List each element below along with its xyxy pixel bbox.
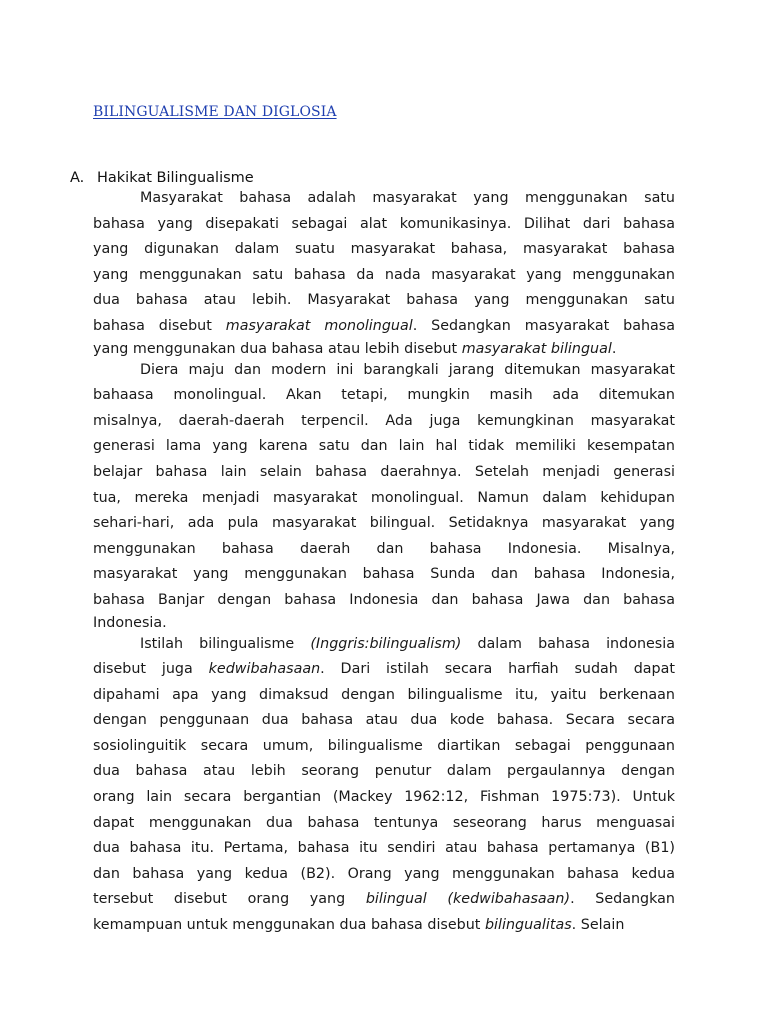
text-run: bahasa yang disepakati sebagai alat komunikasinya. Dilihat dari bahasa <box>93 215 675 232</box>
text-run: . Sedangkan masyarakat bahasa <box>412 317 675 334</box>
text-line <box>93 913 675 939</box>
italic-term: masyarakat bilingual <box>461 340 612 357</box>
text-run: . Dari istilah secara harfiah sudah dapat <box>320 661 675 678</box>
text-line <box>93 632 675 658</box>
text-run: disebut juga <box>93 661 209 678</box>
text-line <box>93 186 675 212</box>
text-run: dapat menggunakan dua bahasa tentunya seseorang harus menguasai <box>93 814 675 831</box>
text-line <box>93 657 675 683</box>
paragraph <box>93 632 675 939</box>
text-line <box>93 358 675 384</box>
text-line <box>93 734 675 760</box>
text-run: misalnya, daerah-daerah terpencil. Ada juga kemungkinan masyarakat <box>93 412 675 429</box>
text-line <box>93 537 675 563</box>
text-line <box>93 811 675 837</box>
text-run: tersebut disebut orang yang <box>93 891 366 908</box>
italic-term: kedwibahasaan <box>208 661 321 678</box>
paragraph <box>93 186 675 358</box>
text-line <box>93 562 675 588</box>
text-line <box>93 785 675 811</box>
text-run: belajar bahasa lain selain bahasa daerahnya. Setelah menjadi generasi <box>93 463 675 480</box>
text-line <box>93 212 675 238</box>
text-run: Istilah bilingualisme <box>140 635 311 652</box>
text-run: dua bahasa atau lebih. Masyarakat bahasa yang menggunakan satu <box>93 292 675 309</box>
text-line <box>93 708 675 734</box>
text-line <box>93 862 675 888</box>
section-heading-text: Hakikat Bilingualisme <box>97 170 254 186</box>
paragraph <box>93 358 675 632</box>
text-line <box>93 288 675 314</box>
text-run: Masyarakat bahasa adalah masyarakat yang menggunakan satu <box>140 190 675 206</box>
text-run: . Sedangkan <box>570 891 675 908</box>
text-line <box>93 588 675 614</box>
text-run: bahaasa monolingual. Akan tetapi, mungkin masih ada ditemukan <box>93 387 675 404</box>
text-line <box>93 340 675 358</box>
text-run: generasi lama yang karena satu dan lain hal tidak memiliki kesempatan <box>93 438 675 455</box>
text-run: orang lain secara bergantian (Mackey 1962:12, Fishman 1975:73). Untuk <box>93 789 675 806</box>
italic-term: bilingual (kedwibahasaan) <box>365 891 571 908</box>
text-run: yang digunakan dalam suatu masyarakat bahasa, masyarakat bahasa <box>93 241 675 258</box>
text-run: sehari-hari, ada pula masyarakat bilingual. Setidaknya masyarakat yang <box>93 515 675 532</box>
text-run: . Selain <box>571 917 625 934</box>
text-run: dipahami apa yang dimaksud dengan bilingualisme itu, yaitu berkenaan <box>93 686 675 703</box>
text-line <box>93 314 675 340</box>
text-line <box>93 759 675 785</box>
section-number: A. <box>70 170 85 186</box>
document-body <box>93 186 675 939</box>
text-run: dengan penggunaan dua bahasa atau dua kode bahasa. Secara secara <box>93 712 675 729</box>
text-run: masyarakat yang menggunakan bahasa Sunda dan bahasa Indonesia, <box>93 566 675 583</box>
italic-term: masyarakat monolingual <box>225 317 413 334</box>
text-run: Indonesia. <box>93 614 167 631</box>
text-run: dua bahasa itu. Pertama, bahasa itu sendiri atau bahasa pertamanya (B1) <box>93 840 675 857</box>
text-run: yang menggunakan satu bahasa da nada masyarakat yang menggunakan <box>93 266 675 283</box>
text-line <box>93 683 675 709</box>
text-line <box>93 460 675 486</box>
text-run: menggunakan bahasa daerah dan bahasa Indonesia. Misalnya, <box>93 540 675 557</box>
italic-term: (Inggris:bilingualism) <box>310 635 462 652</box>
text-run: Diera maju dan modern ini barangkali jarang ditemukan masyarakat <box>140 361 675 378</box>
text-run: sosiolinguitik secara umum, bilingualisme diartikan sebagai penggunaan <box>93 737 675 754</box>
text-run: bahasa disebut <box>93 317 226 334</box>
text-run: kemampuan untuk menggunakan dua bahasa disebut <box>93 917 485 934</box>
text-run: dan bahasa yang kedua (B2). Orang yang menggunakan bahasa kedua <box>93 865 675 882</box>
text-line <box>93 263 675 289</box>
text-run: dua bahasa atau lebih seorang penutur dalam pergaulannya dengan <box>93 763 675 780</box>
text-line <box>93 486 675 512</box>
text-run: yang menggunakan dua bahasa atau lebih disebut <box>93 340 462 357</box>
document-title: BILINGUALISME DAN DIGLOSIA <box>93 104 337 120</box>
text-run: dalam bahasa indonesia <box>461 635 675 652</box>
text-line <box>93 237 675 263</box>
text-line <box>93 836 675 862</box>
text-line <box>93 511 675 537</box>
section-heading <box>70 170 254 186</box>
italic-term: bilingualitas <box>484 917 572 934</box>
text-line <box>93 409 675 435</box>
text-run: bahasa Banjar dengan bahasa Indonesia dan bahasa Jawa dan bahasa <box>93 591 675 608</box>
text-line <box>93 887 675 913</box>
text-run: tua, mereka menjadi masyarakat monolingual. Namun dalam kehidupan <box>93 489 675 506</box>
text-line <box>93 383 675 409</box>
text-line <box>93 614 675 632</box>
text-run: . <box>611 340 617 357</box>
text-line <box>93 434 675 460</box>
